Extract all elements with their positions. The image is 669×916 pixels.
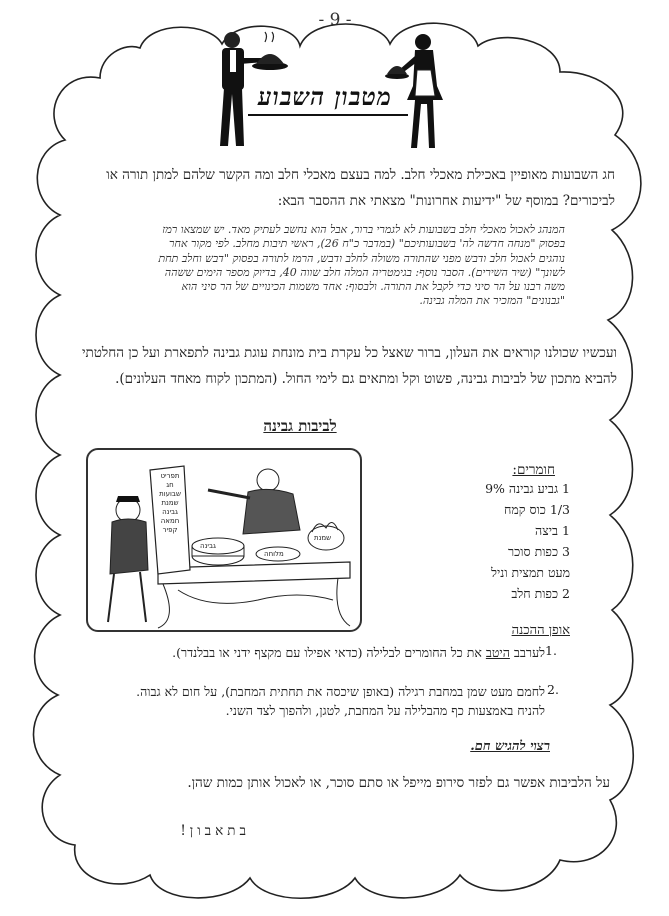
ingredient-item: 1 ביצה — [535, 523, 570, 538]
method-heading: אופן ההכנה — [511, 623, 570, 638]
menu-line: חמאה — [160, 517, 180, 525]
menu-line: גבינה — [162, 508, 178, 516]
title-underline — [248, 114, 408, 116]
serving-note: על הלביבות אפשר גם לפזר סירופ מייפל או סתם סוכר, או לאכול אותן כמות שהן. — [187, 775, 610, 791]
intro-paragraph: חג השבועות מאופיין באכילת מאכלי חלב. למה בעצם מאכלי חלב ומה הקשר שלהם למתן תורה או לביכורים? במוסף של "ידיעות אחרונות" מצאתי את ההסבר הבא: — [106, 167, 615, 209]
step-number: 1. — [545, 643, 557, 658]
menu-line: שמנת — [161, 499, 179, 507]
ingredient-item: 1/3 כוס קמח — [504, 502, 570, 517]
ingredients-list — [380, 478, 570, 604]
ingredients-heading: חומרים: — [512, 462, 555, 478]
ingredient-item: מעט תמצית וניל — [491, 565, 570, 580]
serving-tip: רצוי להגיש חם. — [470, 739, 550, 754]
ingredient-item: 1 גביע גבינה 9% — [485, 481, 570, 496]
cartoon-illustration — [86, 448, 362, 632]
body-paragraph: ועכשיו שכולנו קוראים את העלון, ברור שאצל כל עקרת בית מונחת עוגת גבינה לתפארת ועל כן החלטתי להביא מתכון של לביבות גבינה, פשוט וקל ומתאים גם לימי החול. (המתכון לקוח מאחד העלונים). — [81, 345, 617, 387]
page-number: - 9 - — [318, 10, 352, 30]
menu-line: קפיר — [162, 526, 178, 534]
step-1-post: את כל החומרים לבלילה (כדאי אפילו עם מקצף ידני או בבלנדר). — [172, 645, 486, 660]
cake-sign: מלוחה — [264, 550, 284, 558]
ingredient-item: 2 כפות חלב — [511, 586, 570, 601]
menu-line: תפריט — [160, 472, 180, 480]
menu-line: שבועות — [159, 490, 181, 498]
closing-text: בתאבון! — [180, 823, 250, 839]
cake-sign: גבינה — [200, 542, 216, 550]
step-1-pre: לערבב — [509, 645, 545, 660]
cake-sign: שמנת — [314, 534, 332, 542]
recipe-title: לביבות גבינה — [263, 417, 337, 435]
step-1-text — [125, 643, 545, 662]
menu-board-text — [152, 472, 188, 535]
step-2-text: לחמם מעט שמן במחבת רגילה (באופן שיכסה את תחתית המחבת), על חום לא גבוה. להניח באמצעות כף מהבלילה על המחבת, לטגן, ולהפוך לצד השני. — [136, 684, 545, 718]
ingredient-item: 3 כפות סוכר — [508, 544, 570, 559]
page-title: מטבון השבוע — [258, 82, 392, 111]
menu-line: חג — [166, 481, 174, 489]
step-1-highlight: היטב — [485, 645, 510, 660]
quote-block: המנהג לאכול מאכלי חלב בשבועות לא לגמרי ברור, אבל הוא נחשב לעתיק מאד. יש שמצאו רמז בפסוק "מנחה חדשה לה' בשבועותיכם" (במדבר כ"ח 26), ראשי תיבות מחלב. לפי מקור אחר נוהגים לאכול חלב ודבש מפני שהתורה משולה לחלב ודבש, הרמז לתורה בפסוק "דבש וחלב תחת לשונך" (שיר השירים). הסבר נוסף: בגימטריה המלה חלב שווה 40, בדיוק מספר הימים ששהה משה רבנו על הר סיני כדי לקבל את התורה. ולבסוף: אחד משמות הכינויים של הר סיני הוא "גבנונים" המזכיר את המלה גבינה. — [158, 223, 565, 308]
step-number: 2. — [547, 682, 559, 697]
